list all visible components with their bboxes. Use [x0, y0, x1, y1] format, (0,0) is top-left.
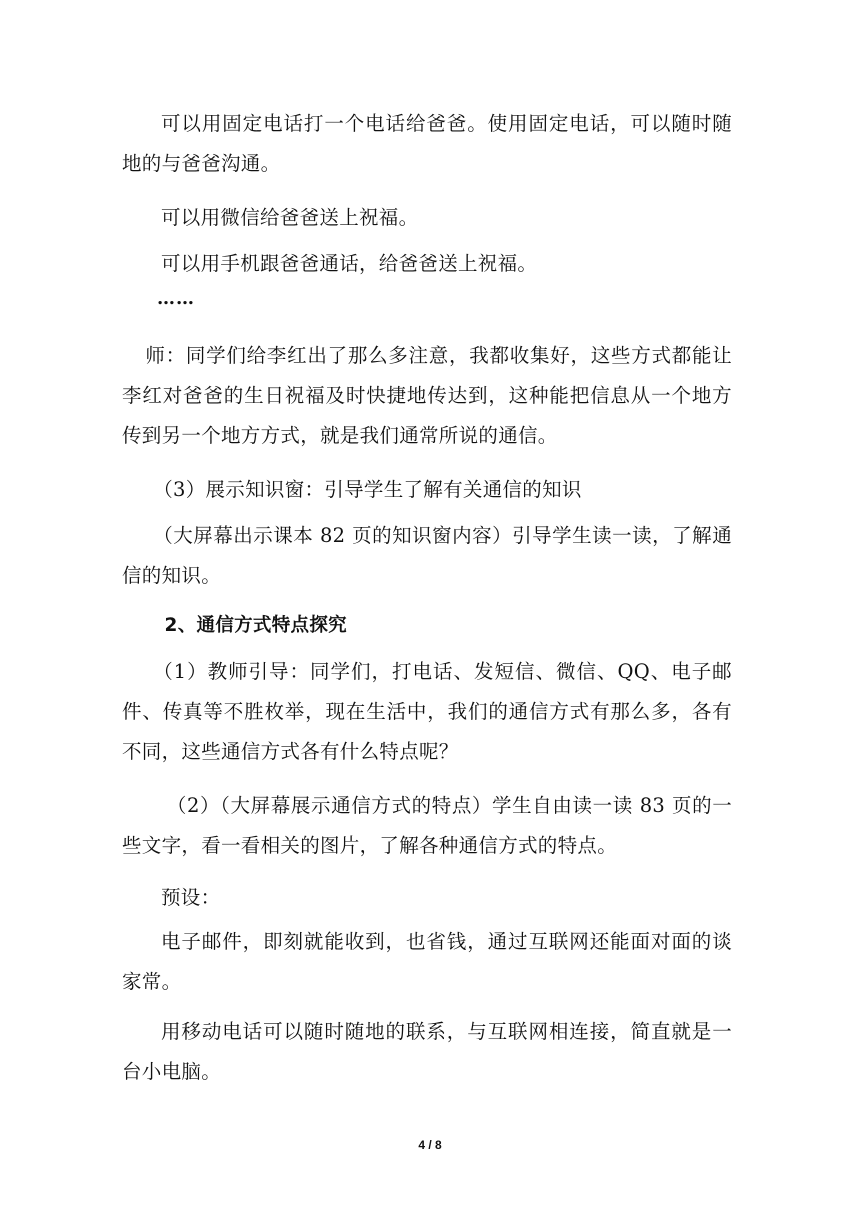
- paragraph-screen-page83: （2）（大屏幕展示通信方式的特点）学生自由读一读 83 页的一些文字，看一看相关的图片，了解各种通信方式的特点。: [122, 794, 732, 857]
- page-number: 4 / 8: [418, 1138, 442, 1152]
- paragraph-screen-page82: （大屏幕出示课本 82 页的知识窗内容）引导学生读一读，了解通信的知识。: [122, 524, 732, 587]
- ellipsis: ……: [157, 288, 195, 309]
- paragraph-landline: 可以用固定电话打一个电话给爸爸。使用固定电话，可以随时随地的与爸爸沟通。: [122, 112, 732, 175]
- paragraph-mobile-phone: 用移动电话可以随时随地的联系，与互联网相连接，简直就是一台小电脑。: [122, 1020, 732, 1083]
- paragraph-email: 电子邮件，即刻就能收到，也省钱，通过互联网还能面对面的谈家常。: [122, 930, 732, 993]
- section-heading: 2、通信方式特点探究: [164, 615, 347, 636]
- paragraph-wechat: 可以用微信给爸爸送上祝福。: [161, 206, 419, 229]
- paragraph-teacher-summary: 师：同学们给李红出了那么多注意，我都收集好，这些方式都能让李红对爸爸的生日祝福及时快捷地传达到，这种能把信息从一个地方传到另一个地方方式，就是我们通常所说的通信。: [122, 344, 732, 447]
- paragraph-mobile: 可以用手机跟爸爸通话，给爸爸送上祝福。: [161, 252, 538, 275]
- paragraph-teacher-guide: （1）教师引导：同学们，打电话、发短信、微信、QQ、电子邮件、传真等不胜枚举，现在生活中，我们的通信方式有那么多，各有不同，这些通信方式各有什么特点呢？: [122, 660, 732, 763]
- paragraph-preset: 预设：: [161, 886, 221, 909]
- paragraph-knowledge-window: （3）展示知识窗：引导学生了解有关通信的知识: [153, 478, 582, 501]
